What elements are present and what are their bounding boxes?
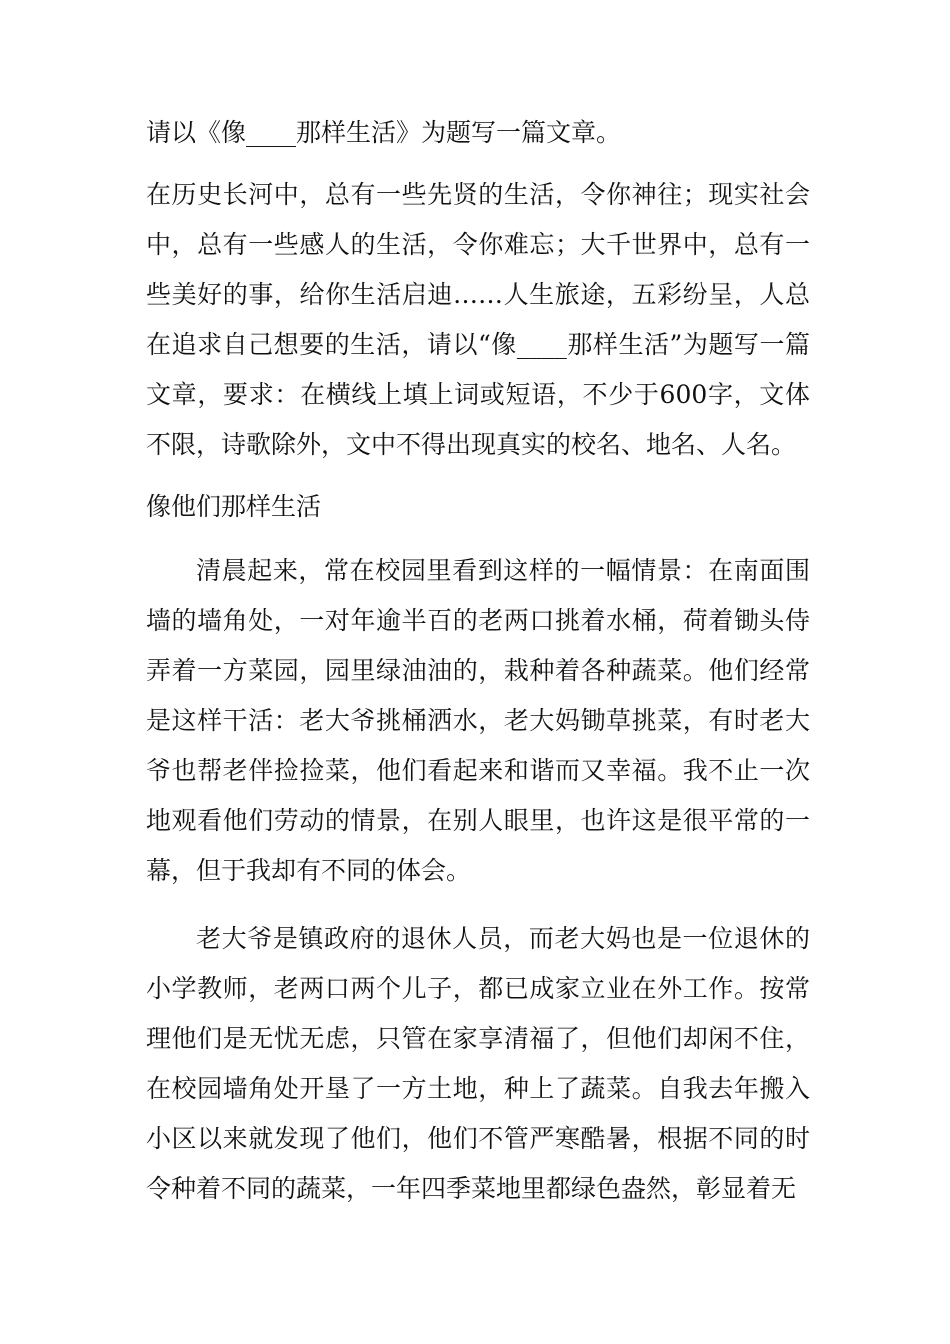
document-page: [146, 108, 810, 1232]
prompt-body: 在历史长河中，总有一些先贤的生活，令你神往；现实社会中，总有一些感人的生活，令你难忘；大千世界中，总有一些美好的事，给你生活启迪……人生旅途，五彩纷呈，人总在追求自己想要的生活，请以“像____那样生活”为题写一篇文章，要求：在横线上填上词或短语，不少于600字，文体不限，诗歌除外，文中不得出现真实的校名、地名、人名。: [146, 180, 810, 459]
essay-title: 像他们那样生活: [146, 492, 322, 521]
essay-paragraph: 清晨起来，常在校园里看到这样的一幅情景：在南面围墙的墙角处，一对年逾半百的老两口挑着水桶，荷着锄头侍弄着一方菜园，园里绿油油的，栽种着各种蔬菜。他们经常是这样干活：老大爷挑桶洒水，老大妈锄草挑菜，有时老大爷也帮老伴捡捡菜，他们看起来和谐而又幸福。我不止一次地观看他们劳动的情景，在别人眼里，也许这是很平常的一幕，但于我却有不同的体会。: [146, 556, 810, 885]
essay-paragraph: 老大爷是镇政府的退休人员，而老大妈也是一位退休的小学教师，老两口两个儿子，都已成家立业在外工作。按常理他们是无忧无虑，只管在家享清福了，但他们却闲不住，在校园墙角处开垦了一方土地，种上了蔬菜。自我去年搬入小区以来就发现了他们，他们不管严寒酷暑，根据不同的时令种着不同的蔬菜，一年四季菜地里都绿色盎然，彰显着无: [146, 924, 810, 1203]
prompt-title: 请以《像____那样生活》为题写一篇文章。: [146, 118, 622, 147]
